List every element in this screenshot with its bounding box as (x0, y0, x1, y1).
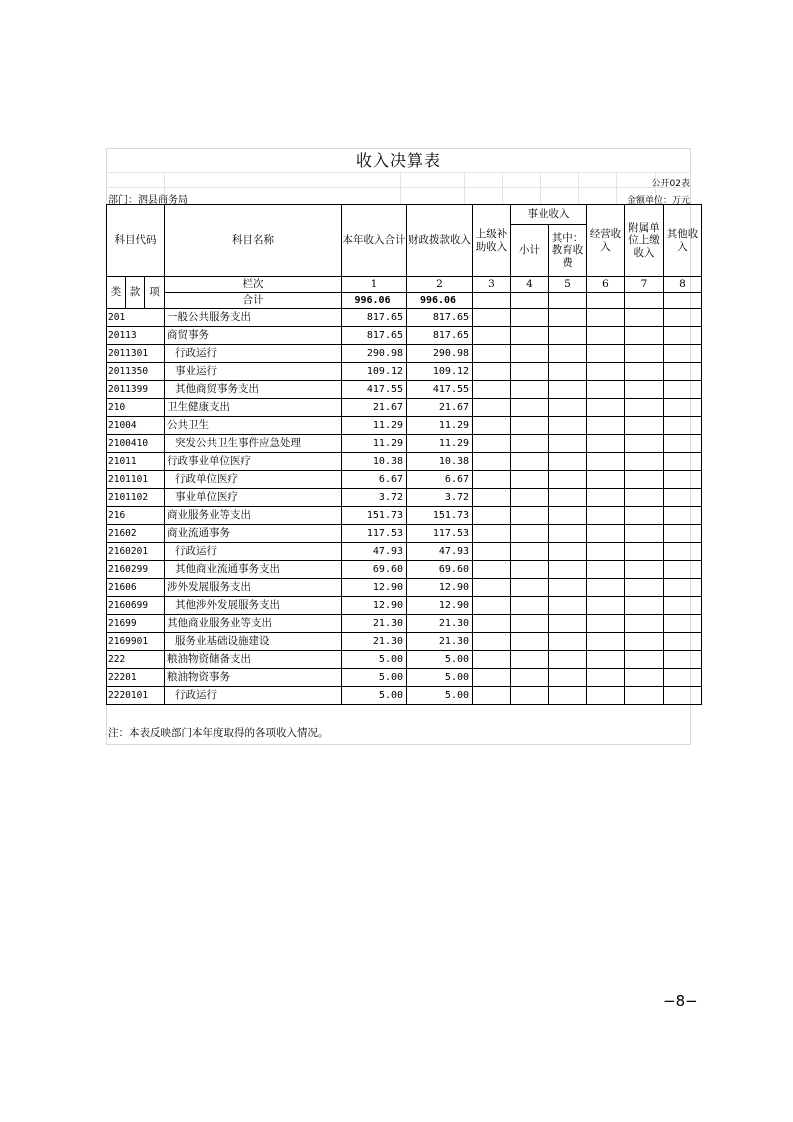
table-row (107, 579, 702, 597)
empty-cell (625, 579, 664, 597)
empty-cell (587, 579, 625, 597)
empty-cell (511, 507, 549, 525)
empty-cell (625, 489, 664, 507)
empty-cell (625, 615, 664, 633)
fiscal-cell: 21.30 (407, 633, 473, 651)
empty-cell (625, 399, 664, 417)
subject-name-cell: 行政运行 (165, 687, 342, 705)
empty-cell (625, 633, 664, 651)
empty-cell (664, 489, 702, 507)
subject-name-cell: 商贸事务 (165, 327, 342, 345)
subject-name-cell: 服务业基础设施建设 (165, 633, 342, 651)
subject-name-cell: 行政事业单位医疗 (165, 453, 342, 471)
lei-header: 类 (107, 277, 126, 309)
empty-cell (511, 327, 549, 345)
total-income-cell: 6.67 (342, 471, 407, 489)
empty-cell (625, 525, 664, 543)
empty-cell (587, 633, 625, 651)
table-note: 注：本表反映部门本年度取得的各项收入情况。 (108, 727, 329, 739)
table-row (107, 615, 702, 633)
empty-cell (664, 435, 702, 453)
department-label: 部门：泗县商务局 (108, 195, 188, 206)
empty-cell (549, 363, 587, 381)
subject-name-cell: 事业运行 (165, 363, 342, 381)
empty-cell (625, 453, 664, 471)
total-income-cell: 47.93 (342, 543, 407, 561)
subject-name-cell: 粮油物资储备支出 (165, 651, 342, 669)
empty-cell (473, 543, 511, 561)
empty-cell (511, 345, 549, 363)
empty-cell (549, 345, 587, 363)
faint-grid (106, 172, 691, 204)
subject-code-header: 科目代码 (107, 205, 165, 277)
empty-cell (664, 471, 702, 489)
total-income-cell: 21.30 (342, 633, 407, 651)
empty-cell (587, 453, 625, 471)
fiscal-cell: 117.53 (407, 525, 473, 543)
empty-cell (473, 615, 511, 633)
empty-cell (473, 453, 511, 471)
empty-cell (664, 561, 702, 579)
empty-cell (664, 345, 702, 363)
empty-cell (549, 381, 587, 399)
empty-cell (511, 561, 549, 579)
empty-cell (549, 417, 587, 435)
empty-cell (664, 417, 702, 435)
empty-cell (587, 597, 625, 615)
table-row (107, 327, 702, 345)
other-header: 其他收入 (664, 205, 702, 277)
empty-cell (511, 399, 549, 417)
empty-cell (549, 561, 587, 579)
empty-cell (625, 597, 664, 615)
table-row (107, 417, 702, 435)
total-income-cell: 3.72 (342, 489, 407, 507)
empty-cell (587, 399, 625, 417)
empty-cell (664, 687, 702, 705)
empty-cell (549, 597, 587, 615)
col-number: 5 (549, 277, 587, 293)
empty-cell (511, 597, 549, 615)
fiscal-cell: 3.72 (407, 489, 473, 507)
subtotal-header: 小计 (511, 225, 549, 277)
subject-name-cell: 事业单位医疗 (165, 489, 342, 507)
empty-cell (511, 615, 549, 633)
empty-cell (511, 381, 549, 399)
table-row (107, 453, 702, 471)
fiscal-cell: 109.12 (407, 363, 473, 381)
subject-name-cell: 其他涉外发展服务支出 (165, 597, 342, 615)
empty-cell (625, 327, 664, 345)
total-income-cell: 5.00 (342, 669, 407, 687)
total-income-cell: 817.65 (342, 327, 407, 345)
kuan-header: 款 (126, 277, 145, 309)
empty-cell (664, 327, 702, 345)
total-income-cell: 21.30 (342, 615, 407, 633)
table-row (107, 543, 702, 561)
subject-name-cell: 行政运行 (165, 543, 342, 561)
fiscal-cell: 11.29 (407, 417, 473, 435)
subject-name-cell: 商业流通事务 (165, 525, 342, 543)
empty-cell (511, 453, 549, 471)
empty-cell (664, 615, 702, 633)
subject-code-cell: 21606 (107, 579, 165, 597)
table-row (107, 381, 702, 399)
empty-cell (625, 471, 664, 489)
table-row (107, 471, 702, 489)
empty-cell (587, 417, 625, 435)
empty-cell (664, 507, 702, 525)
col-number: 6 (587, 277, 625, 293)
empty-cell (473, 417, 511, 435)
empty-cell (664, 579, 702, 597)
subject-name-cell: 商业服务业等支出 (165, 507, 342, 525)
business-income-header: 事业收入 (511, 205, 587, 225)
empty-cell (549, 489, 587, 507)
empty-cell (473, 489, 511, 507)
superior-subsidy-header: 上级补助收入 (473, 205, 511, 277)
empty-cell (549, 507, 587, 525)
fiscal-cell: 5.00 (407, 669, 473, 687)
total-income-cell: 10.38 (342, 453, 407, 471)
empty-cell (587, 345, 625, 363)
empty-cell (549, 453, 587, 471)
subject-code-cell: 2101101 (107, 471, 165, 489)
subject-code-cell: 2011301 (107, 345, 165, 363)
col-number: 8 (664, 277, 702, 293)
xiang-header: 项 (145, 277, 165, 309)
empty-cell (664, 309, 702, 327)
table-row (107, 561, 702, 579)
col-number: 1 (342, 277, 407, 293)
table-row (107, 525, 702, 543)
empty-cell (625, 561, 664, 579)
empty-cell (625, 309, 664, 327)
empty-cell (511, 651, 549, 669)
col-number: 7 (625, 277, 664, 293)
subject-name-cell: 一般公共服务支出 (165, 309, 342, 327)
empty-cell (473, 435, 511, 453)
subject-code-cell: 216 (107, 507, 165, 525)
subject-code-cell: 2011350 (107, 363, 165, 381)
table-row (107, 651, 702, 669)
total-income-cell: 11.29 (342, 417, 407, 435)
empty-cell (473, 507, 511, 525)
empty-cell (549, 615, 587, 633)
fiscal-cell: 5.00 (407, 687, 473, 705)
total-income-cell: 12.90 (342, 579, 407, 597)
empty-cell (587, 363, 625, 381)
total-income-cell: 11.29 (342, 435, 407, 453)
total-income-cell: 290.98 (342, 345, 407, 363)
subject-name-cell: 突发公共卫生事件应急处理 (165, 435, 342, 453)
total-income-cell: 109.12 (342, 363, 407, 381)
empty-cell (587, 327, 625, 345)
subject-code-cell: 2160299 (107, 561, 165, 579)
table-row (107, 507, 702, 525)
operating-header: 经营收入 (587, 205, 625, 277)
empty-cell (511, 417, 549, 435)
subject-code-cell: 222 (107, 651, 165, 669)
affiliated-header: 附属单位上缴收入 (625, 205, 664, 277)
amount-unit: 金额单位：万元 (626, 196, 690, 206)
fiscal-cell: 417.55 (407, 381, 473, 399)
table-row (107, 345, 702, 363)
empty-cell (587, 489, 625, 507)
fiscal-cell: 10.38 (407, 453, 473, 471)
subject-name-cell: 行政运行 (165, 345, 342, 363)
empty-cell (625, 417, 664, 435)
heji-total: 996.06 (342, 293, 407, 309)
empty-cell (664, 669, 702, 687)
table-row (107, 687, 702, 705)
empty-cell (549, 543, 587, 561)
empty-cell (625, 435, 664, 453)
col-number: 3 (473, 277, 511, 293)
empty-cell (587, 543, 625, 561)
subject-name-header: 科目名称 (165, 205, 342, 277)
table-row (107, 669, 702, 687)
page-number: −8− (663, 992, 698, 1010)
empty-cell (549, 525, 587, 543)
empty-cell (511, 543, 549, 561)
fiscal-cell: 47.93 (407, 543, 473, 561)
table-row (107, 597, 702, 615)
subject-code-cell: 2011399 (107, 381, 165, 399)
subject-code-cell: 21602 (107, 525, 165, 543)
subject-name-cell: 其他商业流通事务支出 (165, 561, 342, 579)
fiscal-cell: 11.29 (407, 435, 473, 453)
empty-cell (625, 687, 664, 705)
empty-cell (549, 651, 587, 669)
col-number: 2 (407, 277, 473, 293)
empty-cell (549, 669, 587, 687)
empty-cell (473, 363, 511, 381)
empty-cell (473, 651, 511, 669)
fiscal-cell: 817.65 (407, 309, 473, 327)
empty-cell (473, 687, 511, 705)
subject-code-cell: 2220101 (107, 687, 165, 705)
empty-cell (473, 399, 511, 417)
lanci-label: 栏次 (165, 277, 342, 293)
empty-cell (587, 687, 625, 705)
subject-name-cell: 其他商贸事务支出 (165, 381, 342, 399)
empty-cell (511, 669, 549, 687)
empty-cell (625, 363, 664, 381)
table-row (107, 489, 702, 507)
empty-cell (625, 345, 664, 363)
empty-cell (587, 651, 625, 669)
subject-name-cell: 行政单位医疗 (165, 471, 342, 489)
table-row (107, 363, 702, 381)
empty-cell (549, 399, 587, 417)
heji-label: 合计 (165, 293, 342, 309)
subject-code-cell: 21699 (107, 615, 165, 633)
subject-code-cell: 21004 (107, 417, 165, 435)
empty-cell (587, 507, 625, 525)
subject-code-cell: 21011 (107, 453, 165, 471)
empty-cell (549, 687, 587, 705)
subject-name-cell: 公共卫生 (165, 417, 342, 435)
empty-cell (664, 651, 702, 669)
fiscal-cell: 6.67 (407, 471, 473, 489)
empty-cell (511, 309, 549, 327)
fiscal-cell: 151.73 (407, 507, 473, 525)
empty-cell (473, 345, 511, 363)
empty-cell (587, 435, 625, 453)
empty-cell (511, 579, 549, 597)
page-title: 收入决算表 (355, 151, 441, 170)
empty-cell (587, 561, 625, 579)
empty-cell (549, 435, 587, 453)
subject-name-cell: 卫生健康支出 (165, 399, 342, 417)
empty-cell (473, 525, 511, 543)
fiscal-cell: 21.67 (407, 399, 473, 417)
fiscal-cell: 290.98 (407, 345, 473, 363)
empty-cell (511, 525, 549, 543)
empty-cell (625, 651, 664, 669)
col-number: 4 (511, 277, 549, 293)
empty-cell (664, 543, 702, 561)
table-row (107, 633, 702, 651)
empty-cell (473, 669, 511, 687)
empty-cell (511, 633, 549, 651)
empty-cell (473, 579, 511, 597)
fiscal-header: 财政拨款收入 (407, 205, 473, 277)
subject-code-cell: 2160201 (107, 543, 165, 561)
form-number: 公开02表 (651, 179, 690, 189)
empty-cell (664, 363, 702, 381)
subject-code-cell: 201 (107, 309, 165, 327)
subject-name-cell: 其他商业服务业等支出 (165, 615, 342, 633)
empty-cell (511, 363, 549, 381)
fiscal-cell: 5.00 (407, 651, 473, 669)
empty-cell (549, 471, 587, 489)
heji-fiscal: 996.06 (407, 293, 473, 309)
subject-code-cell: 210 (107, 399, 165, 417)
subject-name-cell: 涉外发展服务支出 (165, 579, 342, 597)
fiscal-cell: 69.60 (407, 561, 473, 579)
education-fee-header: 其中：教育收费 (549, 225, 587, 277)
empty-cell (625, 507, 664, 525)
empty-cell (587, 381, 625, 399)
total-income-cell: 12.90 (342, 597, 407, 615)
empty-cell (664, 525, 702, 543)
empty-cell (473, 327, 511, 345)
empty-cell (664, 633, 702, 651)
empty-cell (511, 489, 549, 507)
total-income-cell: 151.73 (342, 507, 407, 525)
fiscal-cell: 21.30 (407, 615, 473, 633)
empty-cell (587, 525, 625, 543)
subject-name-cell: 粮油物资事务 (165, 669, 342, 687)
empty-cell (511, 687, 549, 705)
empty-cell (625, 381, 664, 399)
empty-cell (473, 309, 511, 327)
empty-cell (664, 597, 702, 615)
total-income-cell: 417.55 (342, 381, 407, 399)
empty-cell (587, 669, 625, 687)
total-income-cell: 21.67 (342, 399, 407, 417)
total-income-cell: 5.00 (342, 687, 407, 705)
subject-code-cell: 2101102 (107, 489, 165, 507)
subject-code-cell: 2169901 (107, 633, 165, 651)
empty-cell (511, 471, 549, 489)
empty-cell (549, 327, 587, 345)
subject-code-cell: 22201 (107, 669, 165, 687)
total-income-cell: 117.53 (342, 525, 407, 543)
total-income-cell: 5.00 (342, 651, 407, 669)
empty-cell (549, 579, 587, 597)
empty-cell (473, 597, 511, 615)
table-row (107, 309, 702, 327)
empty-cell (511, 435, 549, 453)
empty-cell (473, 381, 511, 399)
empty-cell (473, 633, 511, 651)
total-income-header: 本年收入合计 (342, 205, 407, 277)
income-table (106, 204, 702, 705)
fiscal-cell: 12.90 (407, 597, 473, 615)
empty-cell (625, 543, 664, 561)
total-income-cell: 817.65 (342, 309, 407, 327)
empty-cell (473, 561, 511, 579)
empty-cell (549, 633, 587, 651)
subject-code-cell: 2100410 (107, 435, 165, 453)
fiscal-cell: 12.90 (407, 579, 473, 597)
empty-cell (473, 471, 511, 489)
empty-cell (664, 453, 702, 471)
empty-cell (587, 309, 625, 327)
total-income-cell: 69.60 (342, 561, 407, 579)
table-row (107, 435, 702, 453)
subject-code-cell: 20113 (107, 327, 165, 345)
empty-cell (587, 615, 625, 633)
fiscal-cell: 817.65 (407, 327, 473, 345)
table-row (107, 399, 702, 417)
empty-cell (587, 471, 625, 489)
empty-cell (664, 399, 702, 417)
empty-cell (549, 309, 587, 327)
empty-cell (664, 381, 702, 399)
subject-code-cell: 2160699 (107, 597, 165, 615)
empty-cell (625, 669, 664, 687)
